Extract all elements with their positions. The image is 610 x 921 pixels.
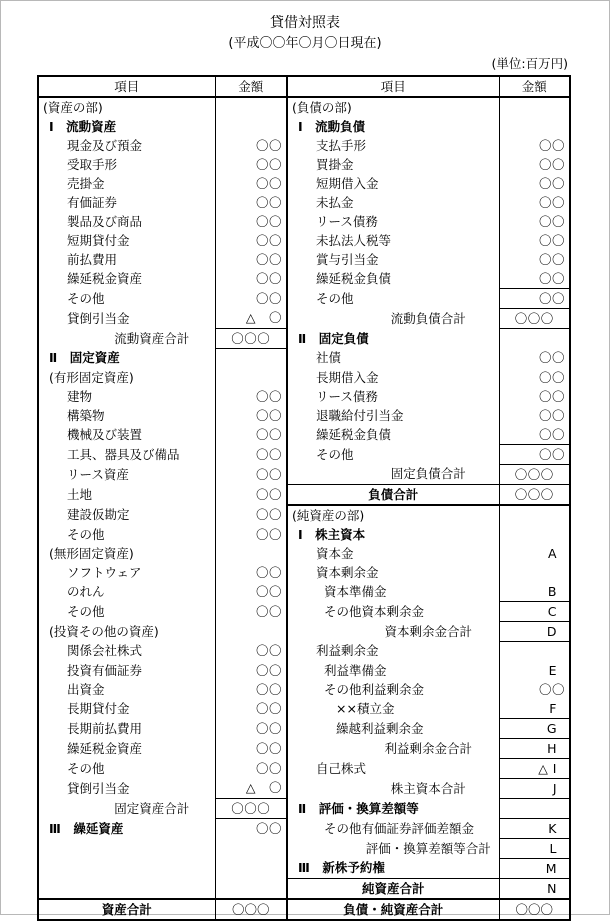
left-item-label: (有形固定資産) (38, 368, 215, 387)
left-item-amount: 〇〇 (215, 699, 287, 719)
left-item-amount: 〇〇 (215, 212, 287, 231)
left-item-amount: 〇〇 (215, 269, 287, 289)
table-row (38, 525, 570, 544)
right-item-label: Ⅲ 新株予約権 (287, 859, 499, 879)
left-item-label: 投資有価証券 (38, 661, 215, 680)
left-item-amount: 〇〇 (215, 563, 287, 582)
table-row (38, 544, 570, 563)
left-item-amount: 〇〇 (215, 602, 287, 622)
table-row (38, 839, 570, 859)
left-item-amount: △ 〇 (215, 309, 287, 329)
left-item-label: Ⅲ 繰延資産 (38, 819, 215, 839)
table-row (38, 174, 570, 193)
right-amount-header: 金額 (499, 76, 570, 97)
left-item-label: (無形固定資産) (38, 544, 215, 563)
left-item-label: その他 (38, 289, 215, 309)
right-item-label: 資本準備金 (287, 582, 499, 602)
right-item-amount: K (499, 819, 570, 839)
right-item-amount: 〇〇 (538, 175, 565, 191)
left-item-amount: 〇〇 (215, 485, 287, 506)
right-item-amount: 〇〇 (499, 289, 570, 309)
right-item-label: その他有価証券評価差額金 (287, 819, 499, 839)
table-row (38, 879, 570, 900)
left-item-label: 建設仮勘定 (38, 505, 215, 525)
left-item-amount: 〇〇 (215, 680, 287, 699)
left-item-amount: 〇〇 (215, 250, 287, 269)
left-item-amount: 〇〇 (215, 759, 287, 779)
right-item-label: 支払手形 (287, 136, 499, 155)
right-item-amount: 〇〇 (538, 213, 565, 229)
left-item-amount: 〇〇 (215, 387, 287, 406)
table-row (38, 739, 570, 759)
left-item-amount: 〇〇 (215, 155, 287, 174)
table-row (38, 661, 570, 680)
left-item-label: 短期貸付金 (38, 231, 215, 250)
table-row (38, 269, 570, 289)
table-row (38, 212, 570, 231)
left-item-label (38, 859, 215, 879)
left-item-label: 機械及び装置 (38, 425, 215, 445)
left-item-amount: 〇〇 (215, 445, 287, 465)
right-item-label: 株主資本合計 (287, 779, 499, 799)
left-item-label: 製品及び商品 (38, 212, 215, 231)
right-item-label: 買掛金 (287, 155, 499, 174)
left-item-label: その他 (38, 759, 215, 779)
left-item-amount (215, 879, 287, 900)
left-item-label: 売掛金 (38, 174, 215, 193)
right-item-amount: G (499, 719, 570, 739)
table-row (38, 97, 570, 117)
left-amount-header: 金額 (215, 76, 287, 97)
left-item-label: 流動資産合計 (38, 329, 215, 349)
table-row (38, 155, 570, 174)
table-row (38, 779, 570, 799)
document-title: 貸借対照表 (270, 15, 340, 31)
right-item-amount: C (499, 602, 570, 622)
table-row (38, 329, 570, 349)
table-row (38, 309, 570, 329)
right-item-amount (499, 117, 570, 136)
left-item-amount: 〇〇 (215, 193, 287, 212)
right-item-amount: 〇〇 (499, 445, 570, 465)
right-item-label: Ⅱ 評価・換算差額等 (287, 799, 499, 819)
right-item-label: 繰延税金負債 (287, 269, 499, 289)
right-item-amount: J (499, 779, 570, 799)
right-item-label: 繰延税金負債 (287, 425, 499, 445)
right-item-label: 負債合計 (287, 485, 499, 506)
table-row (38, 406, 570, 425)
right-item-label: 未払法人税等 (287, 231, 499, 250)
left-item-amount: 〇〇 (215, 819, 287, 839)
right-item-amount (499, 97, 570, 117)
left-item-amount: 〇〇 (215, 136, 287, 155)
left-item-label: 長期前払費用 (38, 719, 215, 739)
table-row (38, 759, 570, 779)
right-item-label: Ⅰ 株主資本 (287, 525, 499, 544)
left-item-amount: 〇〇〇 (215, 799, 287, 819)
right-item-label: リース債務 (287, 387, 499, 406)
table-row (38, 505, 570, 525)
right-item-label: その他資本剰余金 (287, 602, 499, 622)
right-item-label: 資本剰余金合計 (287, 622, 499, 642)
right-item-label: Ⅱ 固定負債 (287, 329, 499, 349)
left-item-amount: 〇〇〇 (215, 329, 287, 349)
unit-label: (単位:百万円) (491, 56, 568, 71)
table-row (38, 117, 570, 136)
left-item-label: 繰延税金資産 (38, 269, 215, 289)
right-item-label: (純資産の部) (287, 505, 499, 525)
left-item-label: 建物 (38, 387, 215, 406)
left-item-label: 構築物 (38, 406, 215, 425)
left-item-label: ソフトウェア (38, 563, 215, 582)
total-liabilities-equity-label: 負債・純資産合計 (287, 899, 499, 920)
right-item-label: 固定負債合計 (287, 465, 499, 485)
right-item-label: 評価・換算差額等合計 (287, 839, 499, 859)
right-item-label: 短期借入金 (287, 174, 499, 193)
table-row (38, 289, 570, 309)
right-item-amount: 〇〇 (538, 156, 565, 172)
left-item-label: 工具、器具及び備品 (38, 445, 215, 465)
left-item-amount: 〇〇 (215, 406, 287, 425)
right-item-amount: 〇〇〇 (499, 465, 570, 485)
right-item-label: 純資産合計 (287, 879, 499, 900)
table-row (38, 250, 570, 269)
right-item-amount (499, 525, 570, 544)
total-liabilities-equity-amount: 〇〇〇 (499, 899, 570, 920)
left-item-label: 現金及び預金 (38, 136, 215, 155)
left-item-label: リース資産 (38, 465, 215, 485)
left-item-amount: 〇〇 (215, 425, 287, 445)
table-row (38, 680, 570, 699)
right-item-label: 流動負債合計 (287, 309, 499, 329)
left-item-amount: 〇〇 (215, 289, 287, 309)
left-item-label: 関係会社株式 (38, 642, 215, 662)
table-row (38, 719, 570, 739)
right-item-amount: 〇〇 (538, 681, 565, 697)
left-item-label (38, 879, 215, 900)
right-item-amount: 〇〇 (538, 232, 565, 248)
left-item-label: 長期貸付金 (38, 699, 215, 719)
left-item-label: 出資金 (38, 680, 215, 699)
table-row (38, 622, 570, 642)
left-item-amount: 〇〇 (215, 231, 287, 250)
right-item-label: 賞与引当金 (287, 250, 499, 269)
right-item-amount: △ I (499, 759, 570, 779)
left-item-label: 固定資産合計 (38, 799, 215, 819)
left-item-amount (215, 859, 287, 879)
table-row (38, 349, 570, 369)
right-item-amount: E (548, 662, 557, 678)
left-item-amount: 〇〇 (215, 642, 287, 662)
left-item-amount: 〇〇 (215, 719, 287, 739)
left-item-label: 受取手形 (38, 155, 215, 174)
left-item-label: 前払費用 (38, 250, 215, 269)
left-item-header: 項目 (38, 76, 215, 97)
right-item-amount: 〇〇 (538, 137, 565, 153)
right-item-label: 資本剰余金 (287, 563, 499, 582)
right-item-label: 利益剰余金 (287, 642, 499, 662)
left-item-amount: 〇〇 (215, 505, 287, 525)
left-item-label: 貸倒引当金 (38, 309, 215, 329)
right-item-amount: F (549, 700, 557, 716)
right-item-label: ××積立金 (287, 699, 499, 719)
right-item-amount: 〇〇 (538, 388, 565, 404)
right-item-amount (499, 563, 570, 582)
table-row (38, 465, 570, 485)
right-item-amount: 〇〇 (538, 369, 565, 385)
left-item-label: その他 (38, 602, 215, 622)
left-item-amount: 〇〇 (215, 661, 287, 680)
right-item-amount: 〇〇〇 (499, 309, 570, 329)
right-item-amount: 〇〇 (538, 350, 565, 366)
right-item-amount: M (499, 859, 570, 879)
left-item-label: (資産の部) (38, 97, 215, 117)
right-item-label: 自己株式 (287, 759, 499, 779)
table-row (38, 445, 570, 465)
right-item-amount: D (499, 622, 570, 642)
right-item-label: 利益準備金 (287, 661, 499, 680)
total-assets-label: 資産合計 (38, 899, 215, 920)
right-item-amount: L (499, 839, 570, 859)
table-row (38, 699, 570, 719)
left-item-amount: 〇〇 (215, 174, 287, 193)
right-item-label: 資本金 (287, 544, 499, 563)
right-item-header: 項目 (287, 76, 499, 97)
table-row (38, 231, 570, 250)
balance-sheet-table (37, 75, 571, 921)
table-row (38, 368, 570, 387)
table-row (38, 563, 570, 582)
left-item-label: 繰延税金資産 (38, 739, 215, 759)
right-item-label: その他利益剰余金 (287, 680, 499, 699)
table-row (38, 193, 570, 212)
right-item-amount: 〇〇〇 (499, 485, 570, 506)
right-item-amount: 〇〇 (538, 270, 565, 286)
left-item-label (38, 839, 215, 859)
right-item-amount: 〇〇 (538, 194, 565, 210)
table-row (38, 425, 570, 445)
right-item-amount (499, 505, 570, 525)
total-assets-amount: 〇〇〇 (215, 899, 287, 920)
table-row (38, 582, 570, 602)
left-item-amount: 〇〇 (215, 525, 287, 544)
left-item-amount (215, 368, 287, 387)
totals-row (38, 899, 570, 920)
document-date: (平成〇〇年〇月〇日現在) (228, 36, 382, 51)
balance-sheet-body (38, 76, 570, 899)
left-item-label: Ⅰ 流動資産 (38, 117, 215, 136)
right-item-label: リース債務 (287, 212, 499, 231)
left-item-label: Ⅱ 固定資産 (38, 349, 215, 369)
right-item-amount (499, 642, 570, 662)
right-item-amount: 〇〇 (538, 426, 565, 442)
right-item-amount: 〇〇 (538, 251, 565, 267)
left-item-amount (215, 544, 287, 563)
table-row (38, 819, 570, 839)
left-item-amount (215, 622, 287, 642)
right-item-label: 利益剰余金合計 (287, 739, 499, 759)
left-item-amount: △ 〇 (215, 779, 287, 799)
left-item-label: のれん (38, 582, 215, 602)
left-item-amount: 〇〇 (215, 582, 287, 602)
right-item-amount: H (499, 739, 570, 759)
left-item-label: 貸倒引当金 (38, 779, 215, 799)
left-item-amount: 〇〇 (215, 465, 287, 485)
header-row (38, 76, 570, 97)
left-item-label: 土地 (38, 485, 215, 506)
right-item-amount (499, 329, 570, 349)
right-item-amount: B (547, 583, 557, 599)
right-item-label: 長期借入金 (287, 368, 499, 387)
table-row (38, 799, 570, 819)
left-item-amount (215, 117, 287, 136)
right-item-label: その他 (287, 445, 499, 465)
left-item-label: 有価証券 (38, 193, 215, 212)
right-item-label: 社債 (287, 349, 499, 369)
left-item-label: その他 (38, 525, 215, 544)
left-item-amount (215, 839, 287, 859)
right-item-label: 繰越利益剰余金 (287, 719, 499, 739)
right-item-amount: 〇〇 (538, 407, 565, 423)
right-item-label: (負債の部) (287, 97, 499, 117)
right-item-amount: A (547, 545, 557, 561)
left-item-amount (215, 97, 287, 117)
right-item-label: 退職給付引当金 (287, 406, 499, 425)
table-row (38, 387, 570, 406)
right-item-label: Ⅰ 流動負債 (287, 117, 499, 136)
table-row (38, 602, 570, 622)
table-row (38, 485, 570, 506)
left-item-amount: 〇〇 (215, 739, 287, 759)
left-item-label: (投資その他の資産) (38, 622, 215, 642)
table-row (38, 136, 570, 155)
right-item-amount: N (499, 879, 570, 900)
table-row (38, 859, 570, 879)
right-item-label: 未払金 (287, 193, 499, 212)
right-item-amount (499, 799, 570, 819)
table-row (38, 642, 570, 662)
left-item-amount (215, 349, 287, 369)
right-item-label: その他 (287, 289, 499, 309)
